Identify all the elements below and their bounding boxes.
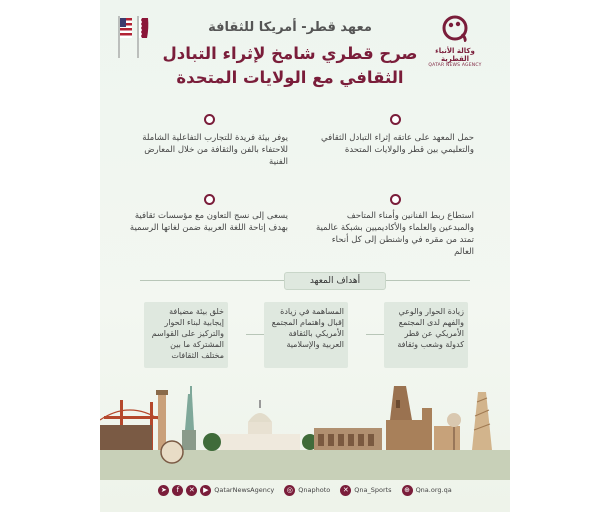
fact-item: حمل المعهد على عاتقه إثراء التبادل الثقافي والتعليمي بين قطر والولايات المتحدة: [321, 133, 474, 155]
facebook-icon[interactable]: f: [172, 485, 183, 496]
footer-handle-sports[interactable]: Qna_Sports: [354, 486, 392, 494]
fact-item: يوفر بيئة فريدة للتجارب التفاعلية الشاملة للاحتفاء بالفن والثقافة من خلال المعارض الفنية: [142, 133, 288, 167]
goal-box: خلق بيئة مضيافة إيجابية لبناء الحوار والتركيز على القواسم المشتركة ما بين مختلف الثقافات: [144, 302, 228, 368]
arcade-landmark: [314, 428, 382, 450]
minaret-landmark: [472, 392, 492, 450]
x-icon[interactable]: ✕: [186, 485, 197, 496]
fact-item: يسعى إلى نسج التعاون مع مؤسسات ثقافية بهدف إتاحة اللغة العربية ضمن لغاتها الرسمية: [129, 211, 288, 233]
goal-connector: [366, 334, 384, 335]
title-line-1: صرح قطري شامخ لإثراء التبادل: [162, 44, 418, 63]
goals-divider-right: [384, 280, 470, 281]
footer-group-agency: [158, 485, 274, 496]
footer-group-photo: [284, 485, 330, 496]
logo-name-en: QATAR NEWS AGENCY: [428, 63, 482, 68]
fact-dot-icon: [204, 194, 215, 205]
title-line-2: الثقافي مع الولايات المتحدة: [176, 68, 404, 87]
fort-landmark: [386, 386, 432, 450]
fact-dot-icon: [204, 114, 215, 125]
globe-icon[interactable]: ⊕: [402, 485, 413, 496]
footer-group-site: [402, 485, 452, 496]
goals-divider-left: [140, 280, 284, 281]
telegram-icon[interactable]: ➤: [158, 485, 169, 496]
capitol-landmark: [220, 400, 300, 450]
instagram-icon[interactable]: ◎: [284, 485, 295, 496]
qna-logo-icon: [440, 14, 470, 42]
footer-handle-photo[interactable]: Qnaphoto: [298, 486, 331, 494]
page-title: [140, 42, 440, 90]
fact-dot-icon: [390, 194, 401, 205]
goal-box: زيادة الحوار والوعي والفهم لدى المجتمع الأمريكي عن قطر كدولة وشعب وثقافة: [384, 302, 468, 368]
page-subtitle: معهد قطر- أمريكا للثقافة: [208, 20, 372, 35]
infographic-card: [100, 0, 510, 512]
footer-group-sports: [340, 485, 391, 496]
skyline-illustration: [100, 380, 510, 480]
statue-landmark: [182, 386, 196, 450]
logo-name-ar: وكالة الأنباء القطرية: [435, 47, 475, 63]
x-icon[interactable]: ✕: [340, 485, 351, 496]
footer-handle-agency[interactable]: QatarNewsAgency: [214, 486, 275, 494]
footer-site-link[interactable]: Qna.org.qa: [415, 486, 452, 494]
social-footer: [100, 480, 510, 500]
goal-box: المساهمة في زيادة إقبال واهتمام المجتمع الأمريكي بالثقافة العربية والإسلامية: [264, 302, 348, 368]
fact-dot-icon: [390, 114, 401, 125]
goals-label: أهداف المعهد: [284, 272, 386, 290]
goal-connector: [246, 334, 264, 335]
youtube-icon[interactable]: ▶: [200, 485, 211, 496]
fact-item: استطاع ربط الفنانين وأمناء المتاحف والمبدعين والعلماء والأكاديميين بشبكة عالمية تمتد من مقره في واشنطن إلى كل أنحاء العالم: [315, 211, 474, 257]
